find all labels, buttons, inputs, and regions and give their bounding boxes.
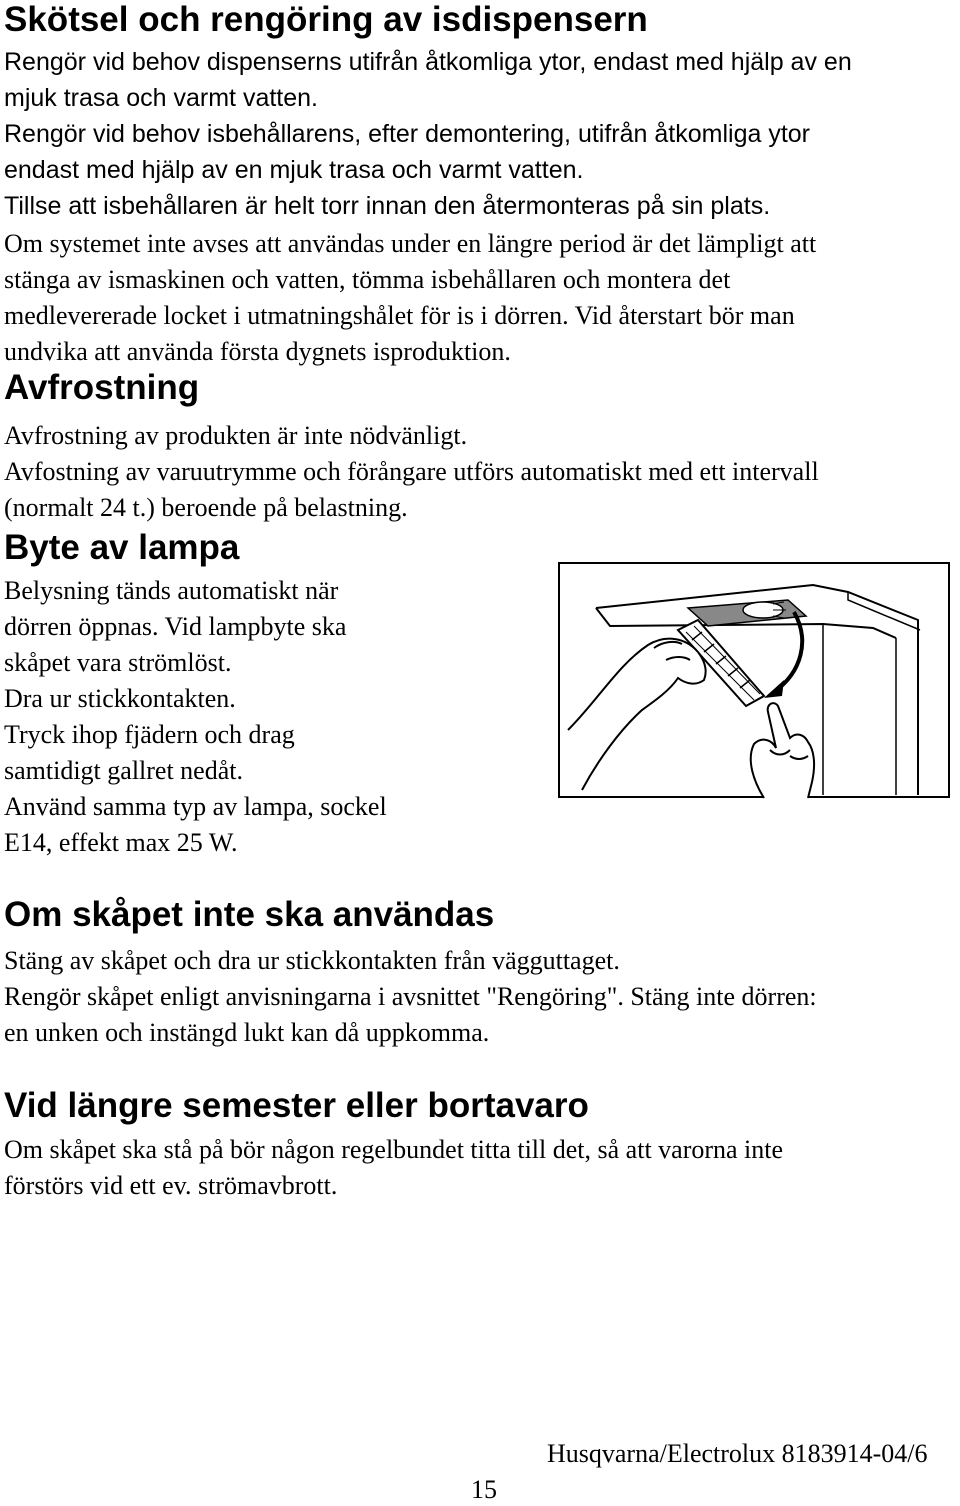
text-line: skåpet vara strömlöst. — [4, 648, 232, 677]
text-line: Använd samma typ av lampa, sockel — [4, 792, 387, 821]
text-line: medlevererade locket i utmatningshålet för is i dörren. Vid återstart bör man — [4, 301, 795, 330]
document-reference: Husqvarna/Electrolux 8183914-04/6 — [547, 1439, 928, 1468]
heading-avfrostning: Avfrostning — [4, 368, 200, 407]
text-line: Rengör vid behov dispenserns utifrån åtkomliga ytor, endast med hjälp av en — [4, 48, 852, 76]
text-line: Avfostning av varuutrymme och förångare utförs automatiskt med ett intervall — [4, 457, 819, 486]
paragraph-semester — [4, 1132, 783, 1204]
text-line: Rengör vid behov isbehållarens, efter demontering, utifrån åtkomliga ytor — [4, 120, 810, 148]
heading-om-skapet: Om skåpet inte ska användas — [4, 895, 495, 934]
text-line: Om systemet inte avses att användas under en längre period är det lämpligt att — [4, 229, 817, 258]
paragraph-skotsel — [4, 44, 852, 224]
text-line: Tryck ihop fjädern och drag — [4, 720, 295, 749]
paragraph-skotsel-storage — [4, 226, 816, 370]
heading-semester: Vid längre semester eller bortavaro — [4, 1086, 589, 1125]
text-line: mjuk trasa och varmt vatten. — [4, 84, 319, 112]
text-line: Rengör skåpet enligt anvisningarna i avsnittet "Rengöring". Stäng inte dörren: — [4, 982, 817, 1011]
text-line: undvika att använda första dygnets isproduktion. — [4, 337, 511, 366]
text-line: Om skåpet ska stå på bör någon regelbundet titta till det, så att varorna inte — [4, 1135, 784, 1164]
text-line: Dra ur stickkontakten. — [4, 684, 236, 713]
paragraph-byte-av-lampa — [4, 573, 387, 861]
text-line: förstörs vid ett ev. strömavbrott. — [4, 1171, 338, 1200]
text-line: en unken och instängd lukt kan då uppkomma. — [4, 1018, 490, 1047]
heading-skotsel: Skötsel och rengöring av isdispensern — [4, 0, 648, 39]
lamp-replacement-illustration — [558, 560, 951, 800]
paragraph-om-skapet — [4, 943, 817, 1051]
text-line: samtidigt gallret nedåt. — [4, 756, 243, 785]
text-line: endast med hjälp av en mjuk trasa och varmt vatten. — [4, 156, 584, 184]
text-line: stänga av ismaskinen och vatten, tömma isbehållaren och montera det — [4, 265, 731, 294]
text-line: Belysning tänds automatiskt när — [4, 576, 339, 605]
text-line: Tillse att isbehållaren är helt torr innan den återmonteras på sin plats. — [4, 192, 771, 220]
heading-byte-av-lampa: Byte av lampa — [4, 528, 240, 567]
text-line: Stäng av skåpet och dra ur stickkontakten från vägguttaget. — [4, 946, 620, 975]
text-line: dörren öppnas. Vid lampbyte ska — [4, 612, 347, 641]
text-line: E14, effekt max 25 W. — [4, 828, 238, 857]
text-line: Avfrostning av produkten är inte nödvänligt. — [4, 421, 468, 450]
paragraph-avfrostning — [4, 418, 819, 526]
text-line: (normalt 24 t.) beroende på belastning. — [4, 493, 408, 522]
page-number: 15 — [471, 1475, 497, 1504]
